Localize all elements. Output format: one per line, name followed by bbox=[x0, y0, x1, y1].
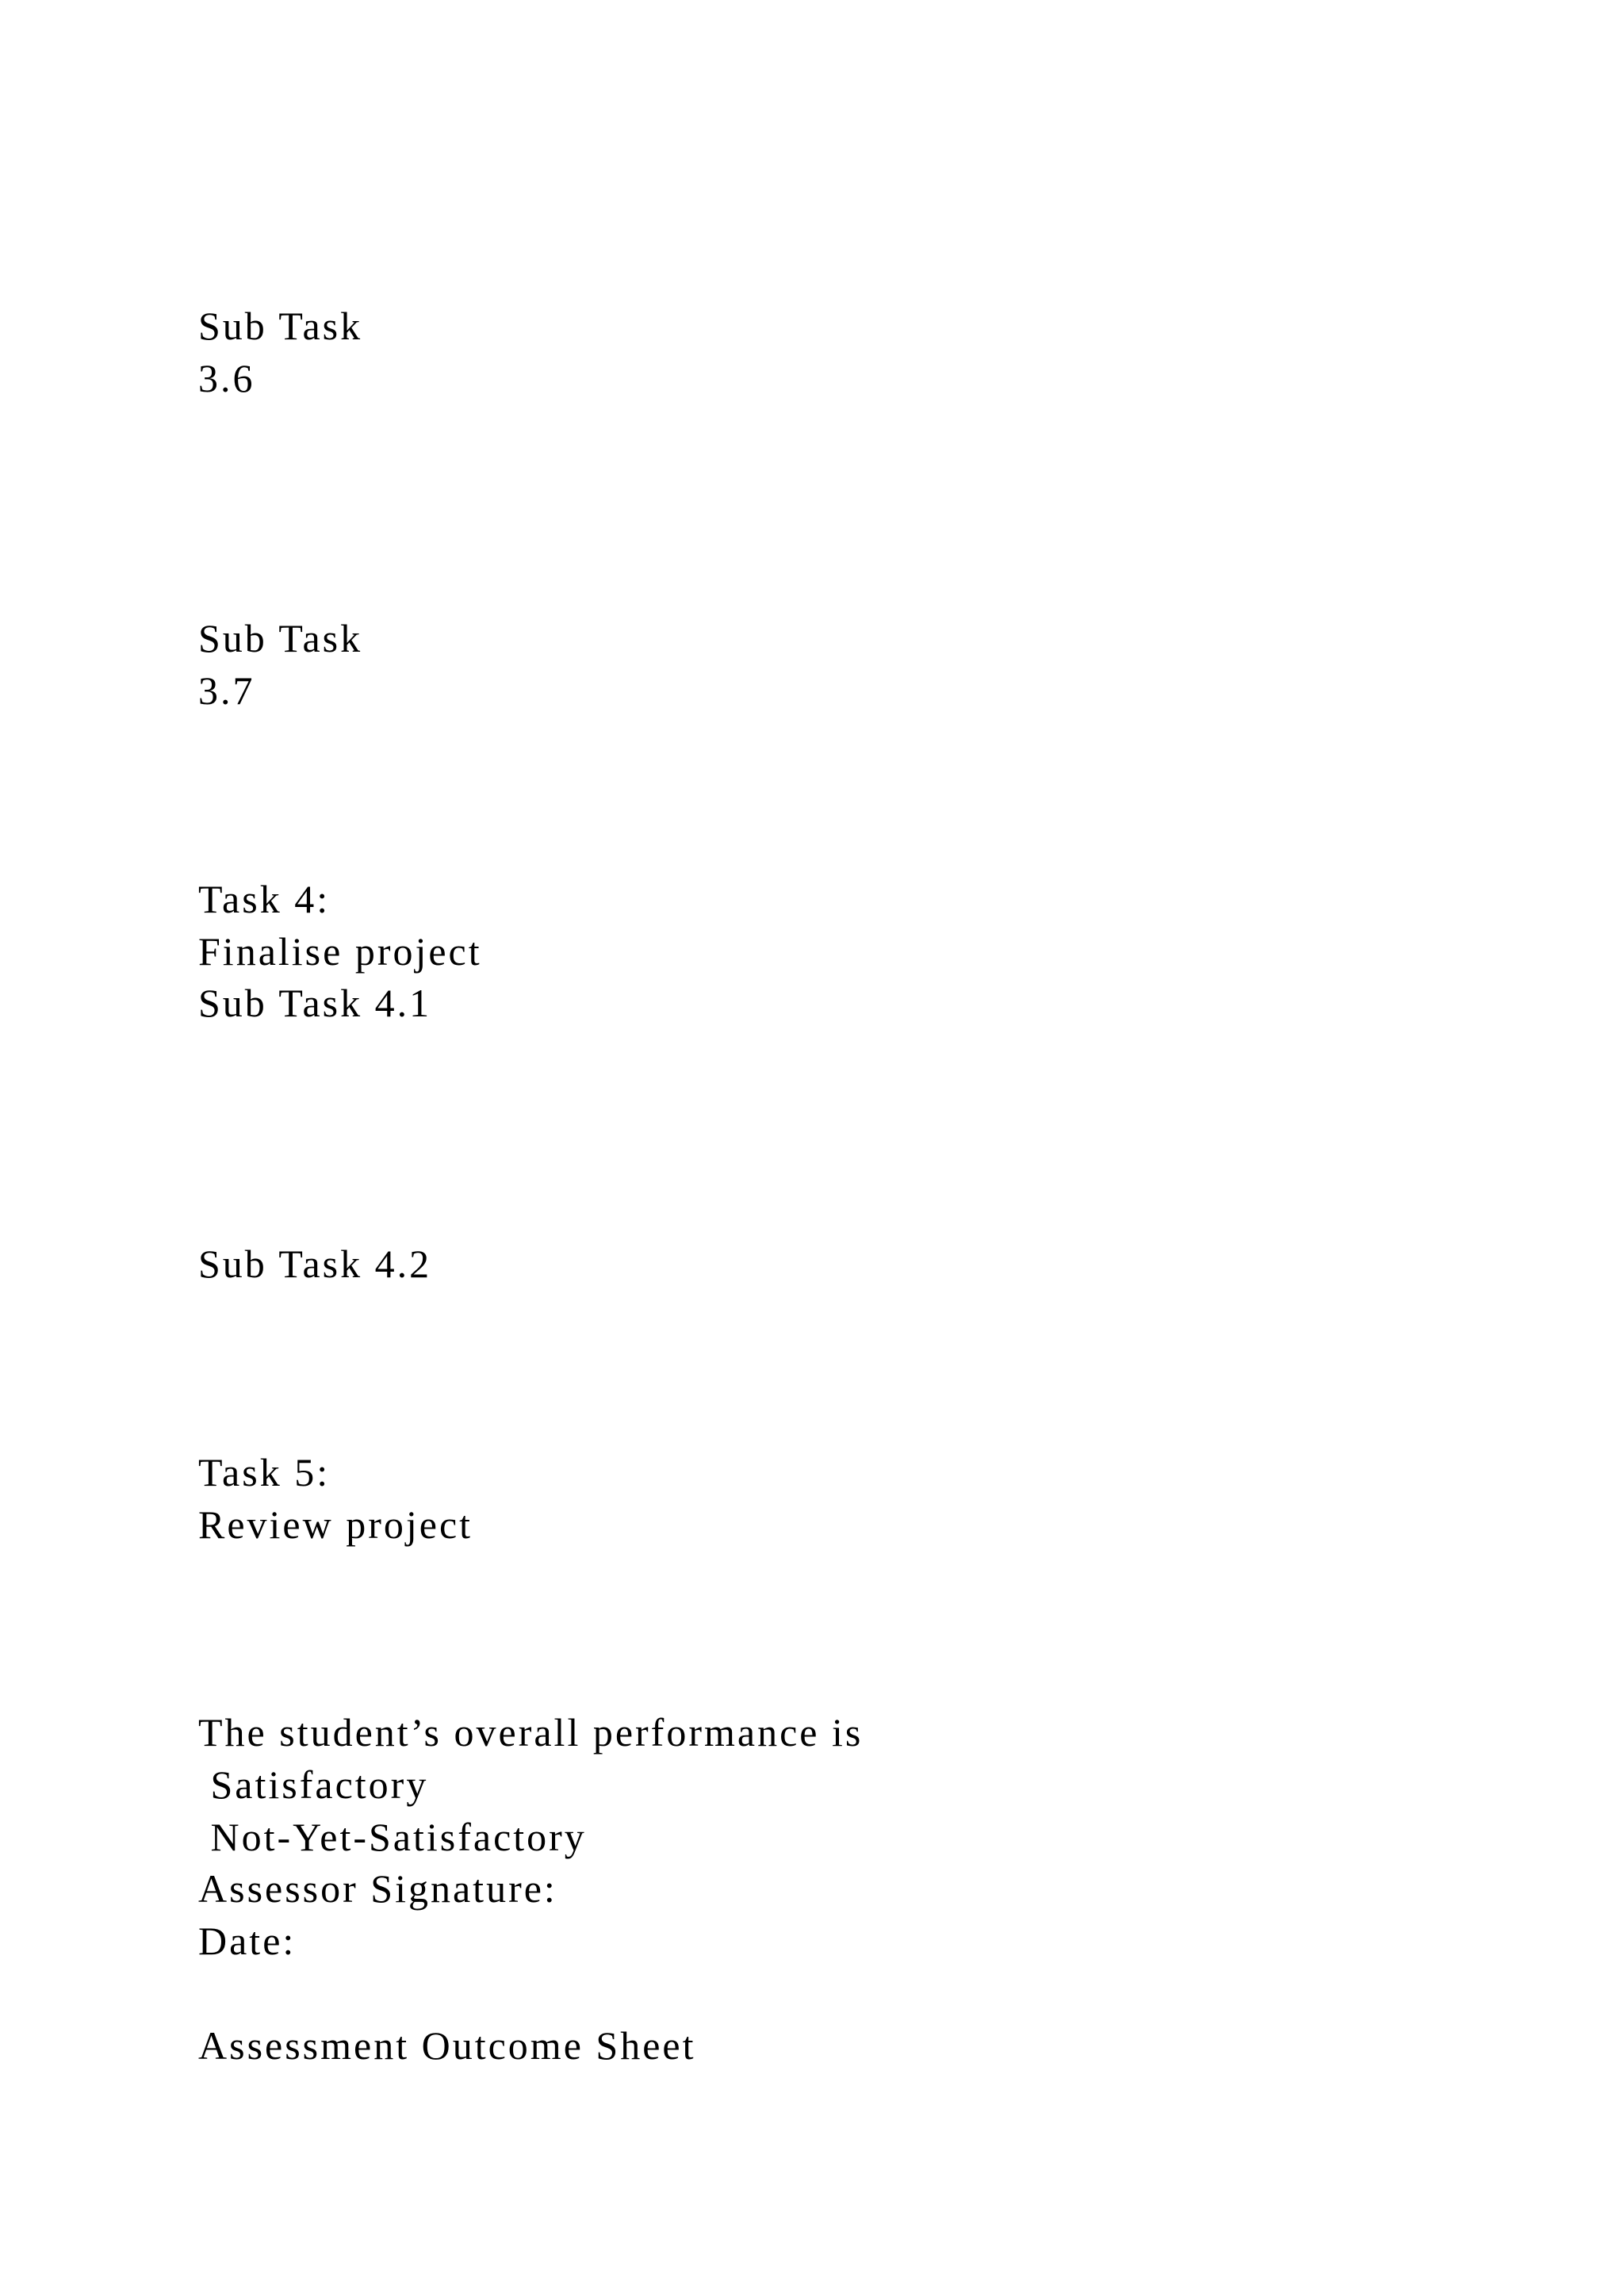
subtask-3-7-number: 3.7 bbox=[198, 668, 255, 713]
subtask-4-1-label: Sub Task 4.1 bbox=[198, 981, 432, 1025]
assessor-signature-label: Assessor Signature: bbox=[198, 1866, 557, 1911]
satisfactory-option: Satisfactory bbox=[198, 1762, 429, 1807]
not-yet-satisfactory-option: Not-Yet-Satisfactory bbox=[198, 1815, 587, 1859]
subtask-4-2-label: Sub Task 4.2 bbox=[198, 1242, 432, 1286]
date-label: Date: bbox=[198, 1919, 297, 1963]
assessment-outcome-sheet-title: Assessment Outcome Sheet bbox=[198, 2023, 696, 2068]
subtask-3-7-label: Sub Task bbox=[198, 616, 363, 660]
task-5-title: Review project bbox=[198, 1502, 473, 1547]
subtask-3-6-label: Sub Task bbox=[198, 304, 363, 348]
task-4-title: Finalise project bbox=[198, 929, 482, 974]
task-4-heading: Task 4: bbox=[198, 877, 331, 921]
task-5-heading: Task 5: bbox=[198, 1450, 331, 1494]
overall-performance-text: The student’s overall performance is bbox=[198, 1710, 864, 1755]
subtask-3-6-number: 3.6 bbox=[198, 356, 255, 400]
